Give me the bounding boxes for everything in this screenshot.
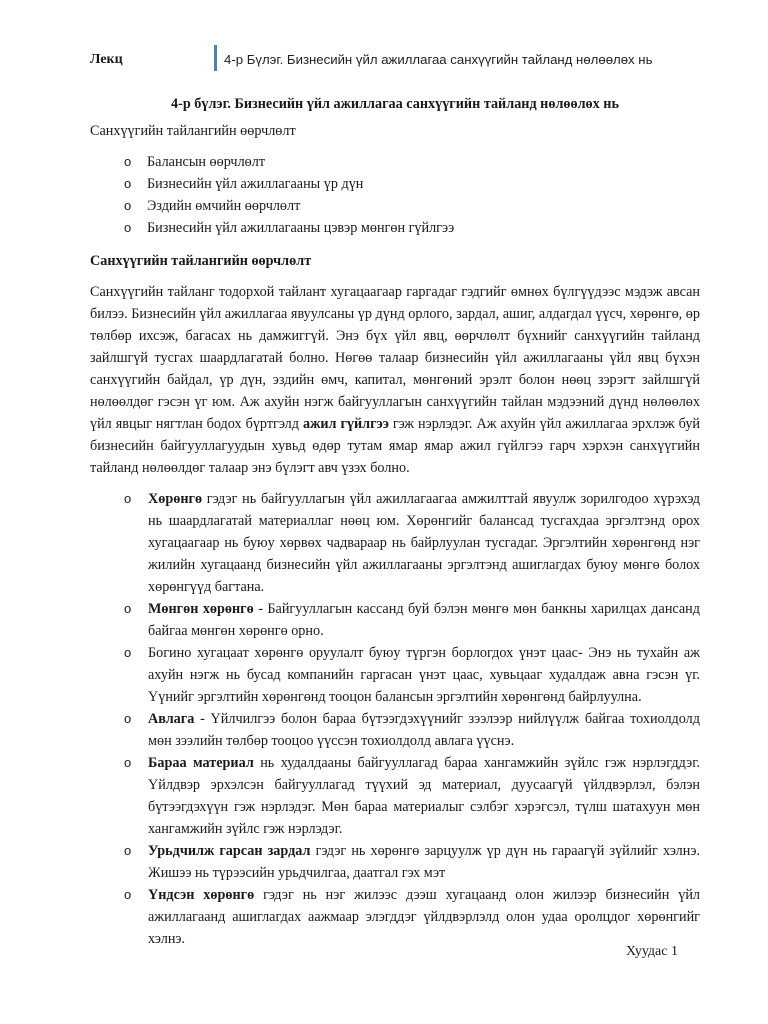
header-lecture-label: Лекц	[90, 52, 123, 67]
bullet-icon: o	[124, 843, 132, 858]
section-heading: Санхүүгийн тайлангийн өөрчлөлт	[90, 253, 312, 269]
header-divider	[214, 45, 217, 71]
bullet-icon: o	[124, 176, 132, 191]
contents-list	[90, 151, 700, 239]
definition-term: Мөнгөн хөрөнгө	[148, 601, 254, 617]
definition-term: Хөрөнгө	[148, 491, 203, 507]
bullet-icon: o	[124, 220, 132, 235]
definition-item	[90, 840, 700, 884]
contents-item	[90, 217, 700, 239]
contents-item	[90, 173, 700, 195]
definition-text: гэдэг нь хөрөнгө зарцуулж үр дүн нь гараагүй зүйлийг хэлнэ. Жишээ нь түрээсийн урьдчилгаа, даатгал гэх мэт	[148, 843, 700, 881]
paragraph-text: Санхүүгийн тайланг тодорхой тайлант хугацаагаар гаргадаг гэдгийг өмнөх бүлгүүдээс мэдэж авсан билээ. Бизнесийн үйл ажиллагаа явуулсаны үр дүнд орлого, зардал, ашиг, алдагдал үүсч, хөрөнгө, өр төлбөр ихсэж, багасах нь дамжиггүй. Энэ бүх үйл явц, өөрчлөлт бүхнийг санхүүгийн тайланд зайлшгүй тусгах шаардлагатай болно. Нөгөө талаар бизнесийн үйл ажиллагааны үйл явц бүхэн санхүүгийн байдал, үр дүн, эздийн өмч, капитал, мөнгөний эрэлт болон нөөц зэрэгт зайлшгүй нөлөөлдөг гэсэн үг юм. Аж ахуйн нэгж байгууллагын санхүүгийн тайлан мэдээний дүнд нөлөөлөх үйл явцыг нягтлан бодох бүртгэлд	[90, 284, 700, 432]
definition-text: гэдэг нь байгууллагын үйл ажиллагаагаа амжилттай явуулж зорилгодоо хүрэхэд нь шаардлагатай материаллаг нөөц юм. Хөрөнгийг балансад тусгахдаа эргэлтэнд орох хугацаагаар нь буюу хөрвөх чадвараар нь байрлуулан тусгадаг. Эргэлтийн хөрөнгөнд нэг жилийн хугацаанд бизнесийн үйл ажиллагааны эргэлтэнд ашиглагдах буюу мөнгө болох хөрөнгүүд багтана.	[148, 491, 700, 595]
contents-item	[90, 195, 700, 217]
definitions-list	[90, 488, 700, 950]
definition-term: Урьдчилж гарсан зардал	[148, 843, 311, 859]
definition-item	[90, 708, 700, 752]
bullet-icon: o	[124, 645, 132, 660]
document-body	[90, 93, 700, 950]
contents-item	[90, 151, 700, 173]
intro-paragraph	[90, 281, 700, 479]
definition-item	[90, 598, 700, 642]
paragraph-text: гэж нэрлэдэг. Аж ахуйн үйл ажиллагаа эрхлэж буй бизнесийн байгууллагуудын хувьд өдөр тутам ямар ямар ажил гүйлгээ гарч хэрхэн санхүүгийн тайланд нөлөөлдөг талаар энэ бүлэгт авч үзэх болно.	[90, 416, 701, 476]
definition-item	[90, 752, 700, 840]
contents-subtitle: Санхүүгийн тайлангийн өөрчлөлт	[90, 123, 296, 139]
definition-text: - Үйлчилгээ болон бараа бүтээгдэхүүнийг зээлээр нийлүүлж байгаа тохиолдолд мөн зээлийн төлбөр тооцоо үүссэн тохиолдолд авлага үүснэ.	[148, 711, 700, 749]
definition-item	[90, 488, 700, 598]
bullet-icon: o	[124, 154, 132, 169]
definition-item	[90, 642, 700, 708]
definition-text: - Байгууллагын кассанд буй бэлэн мөнгө мөн банкны харилцах дансанд байгаа мөнгөн хөрөнгө орно.	[148, 601, 700, 639]
definition-term: Үндсэн хөрөнгө	[148, 887, 255, 903]
contents-item-text: Бизнесийн үйл ажиллагааны үр дүн	[147, 176, 364, 192]
header-chapter-title: 4-р Бүлэг. Бизнесийн үйл ажиллагаа санхүүгийн тайланд нөлөөлөх нь	[224, 52, 653, 67]
page-number: Хуудас 1	[625, 944, 678, 959]
definition-item	[90, 884, 700, 950]
bullet-icon: o	[124, 711, 132, 726]
chapter-title: 4-р бүлэг. Бизнесийн үйл ажиллагаа санхүүгийн тайланд нөлөөлөх нь	[171, 96, 619, 112]
paragraph-emphasis: ажил гүйлгээ	[302, 416, 389, 432]
contents-item-text: Эздийн өмчийн өөрчлөлт	[147, 198, 301, 214]
bullet-icon: o	[124, 887, 132, 902]
bullet-icon: o	[124, 491, 132, 506]
definition-text: нь худалдааны байгууллагад бараа хангамжийн зүйлс гэж нэрлэгддэг. Үйлдвэр эрхэлсэн байгууллагад түүхий эд материал, дуусаагүй үйлдвэрлэл, бэлэн бүтээгдэхүүн гэж нэрлэдэг. Мөн бараа материалыг сэлбэг хэрэгсэл, түлш шатахуун мөн хангамжийн зүйлс гэж нэрлэдэг.	[148, 755, 700, 837]
definition-text: Богино хугацаат хөрөнгө оруулалт буюу түргэн борлогдох үнэт цаас- Энэ нь тухайн аж ахуйн нэгж нь бусад компанийн гаргасан үнэт цаас, хувьцааг худалдаж авна гэсэн үг. Үүнийг эргэлтийн хөрөнгөнд тооцон балансын эргэлтийн хөрөнгөнд байрлуулна.	[148, 645, 700, 705]
definition-text: гэдэг нь нэг жилээс дээш хугацаанд олон жилээр бизнесийн үйл ажиллагаанд ашиглагдах аажмаар элэгддэг үйлдвэрлэлд олон удаа оролцдог хөрөнгийг хэлнэ.	[148, 887, 700, 947]
definition-term: Авлага	[148, 711, 195, 727]
bullet-icon: o	[124, 198, 132, 213]
bullet-icon: o	[124, 755, 132, 770]
bullet-icon: o	[124, 601, 132, 616]
contents-item-text: Балансын өөрчлөлт	[147, 154, 266, 170]
contents-item-text: Бизнесийн үйл ажиллагааны цэвэр мөнгөн гүйлгээ	[147, 220, 455, 236]
definition-term: Бараа материал	[148, 755, 254, 771]
